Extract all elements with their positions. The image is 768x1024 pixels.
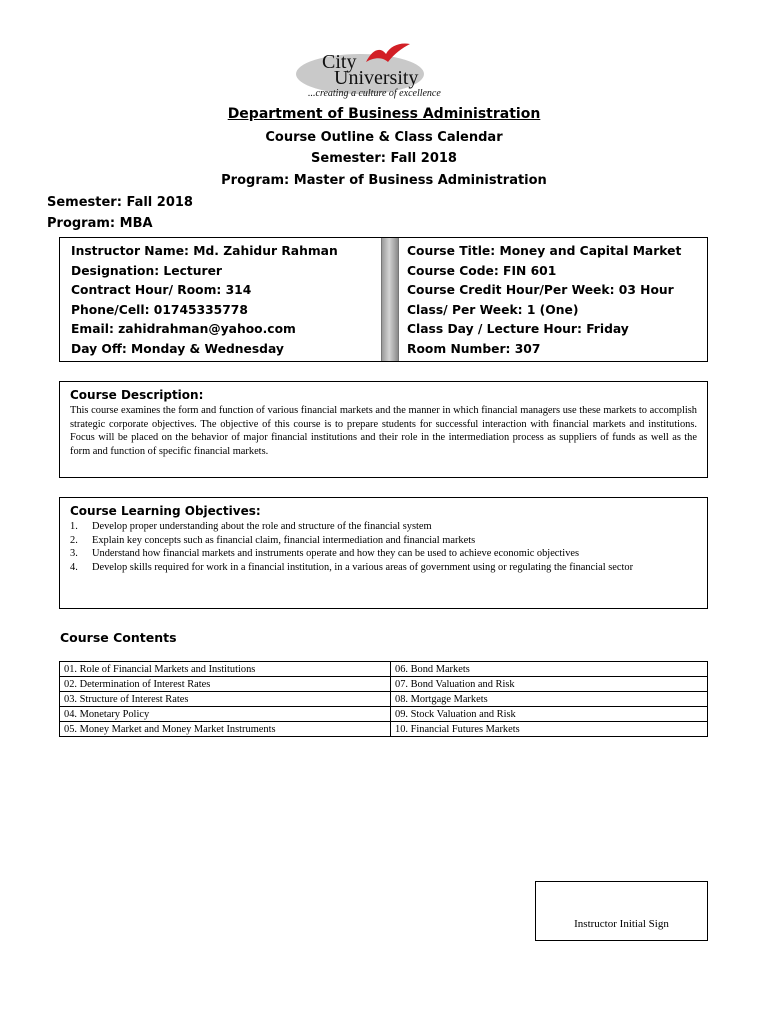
email: Email: zahidrahman@yahoo.com bbox=[71, 322, 296, 337]
logo-text-city: City bbox=[322, 51, 357, 73]
objective-text: Develop skills required for work in a financial institution, in a various areas of government using or regulating the financial sector bbox=[92, 561, 634, 573]
objective-text: Develop proper understanding about the role and structure of the financial system bbox=[92, 521, 432, 532]
bird-icon bbox=[362, 40, 412, 68]
semester-heading: Semester: Fall 2018 bbox=[311, 151, 457, 166]
course-contents-table bbox=[59, 661, 708, 737]
objective-number: 3. bbox=[70, 548, 78, 560]
table-cell: 03. Structure of Interest Rates bbox=[60, 692, 391, 707]
list-item bbox=[70, 547, 697, 561]
info-separator bbox=[381, 238, 399, 361]
university-logo bbox=[290, 40, 480, 104]
table-cell: 04. Monetary Policy bbox=[60, 707, 391, 722]
instructor-sign-box bbox=[535, 881, 708, 941]
contract-hour-room: Contract Hour/ Room: 314 bbox=[71, 283, 252, 298]
designation: Designation: Lecturer bbox=[71, 263, 222, 278]
table-cell: 01. Role of Financial Markets and Institutions bbox=[60, 662, 391, 677]
document-subtitle: Course Outline & Class Calendar bbox=[265, 130, 503, 145]
table-cell: 06. Bond Markets bbox=[391, 662, 708, 677]
objective-number: 1. bbox=[70, 521, 78, 532]
instructor-name: Instructor Name: Md. Zahidur Rahman bbox=[71, 244, 338, 258]
table-row bbox=[60, 662, 708, 677]
course-description-text: This course examines the form and function of various financial markets and the manner in which financial managers use these markets to accomplish strategic corporate objectives. The objective of this course is to prepare students for successful interaction with financial markets and institutions. Focus will be placed on the behavior of major financial institutions and their role in the intermediation process as suppliers of funds as well as the form and function of specific financial markets. bbox=[70, 405, 697, 457]
course-code: Course Code: FIN 601 bbox=[407, 263, 557, 278]
objective-text: Explain key concepts such as financial claim, financial intermediation and financial markets bbox=[92, 534, 476, 546]
course-title: Course Title: Money and Capital Market bbox=[407, 244, 682, 258]
phone: Phone/Cell: 01745335778 bbox=[71, 302, 248, 317]
day-off: Day Off: Monday & Wednesday bbox=[71, 341, 284, 356]
course-info bbox=[407, 242, 681, 360]
credit-hour: Course Credit Hour/Per Week: 03 Hour bbox=[407, 283, 674, 298]
table-row bbox=[60, 707, 708, 722]
course-contents-title: Course Contents bbox=[60, 630, 177, 645]
list-item bbox=[70, 561, 697, 575]
objective-number: 2. bbox=[70, 534, 78, 546]
course-description-box bbox=[59, 381, 708, 478]
course-description-title: Course Description: bbox=[70, 388, 204, 402]
table-cell: 05. Money Market and Money Market Instruments bbox=[60, 722, 391, 737]
department-title: Department of Business Administration bbox=[227, 106, 541, 122]
instructor-info bbox=[71, 242, 338, 360]
learning-objectives-list bbox=[70, 520, 697, 574]
table-row bbox=[60, 692, 708, 707]
learning-objectives-title: Course Learning Objectives: bbox=[70, 504, 261, 518]
table-cell: 10. Financial Futures Markets bbox=[391, 722, 708, 737]
semester-line: Semester: Fall 2018 bbox=[47, 195, 193, 210]
class-day: Class Day / Lecture Hour: Friday bbox=[407, 322, 629, 337]
list-item bbox=[70, 534, 697, 548]
objective-text: Understand how financial markets and instruments operate and how they can be used to achieve economic objectives bbox=[92, 548, 580, 560]
logo-tagline: ...creating a culture of excellence bbox=[308, 88, 441, 99]
logo-text-university: University bbox=[334, 67, 419, 89]
table-cell: 07. Bond Valuation and Risk bbox=[391, 677, 708, 692]
list-item bbox=[70, 520, 697, 534]
program-heading: Program: Master of Business Administration bbox=[221, 173, 547, 188]
table-row bbox=[60, 722, 708, 737]
table-cell: 09. Stock Valuation and Risk bbox=[391, 707, 708, 722]
learning-objectives-box bbox=[59, 497, 708, 609]
class-per-week: Class/ Per Week: 1 (One) bbox=[407, 302, 579, 317]
table-row bbox=[60, 677, 708, 692]
instructor-sign-label: Instructor Initial Sign bbox=[574, 918, 669, 930]
table-cell: 08. Mortgage Markets bbox=[391, 692, 708, 707]
room-number: Room Number: 307 bbox=[407, 341, 541, 356]
table-cell: 02. Determination of Interest Rates bbox=[60, 677, 391, 692]
objective-number: 4. bbox=[70, 561, 78, 573]
program-line: Program: MBA bbox=[47, 216, 153, 231]
course-info-box bbox=[59, 237, 708, 362]
